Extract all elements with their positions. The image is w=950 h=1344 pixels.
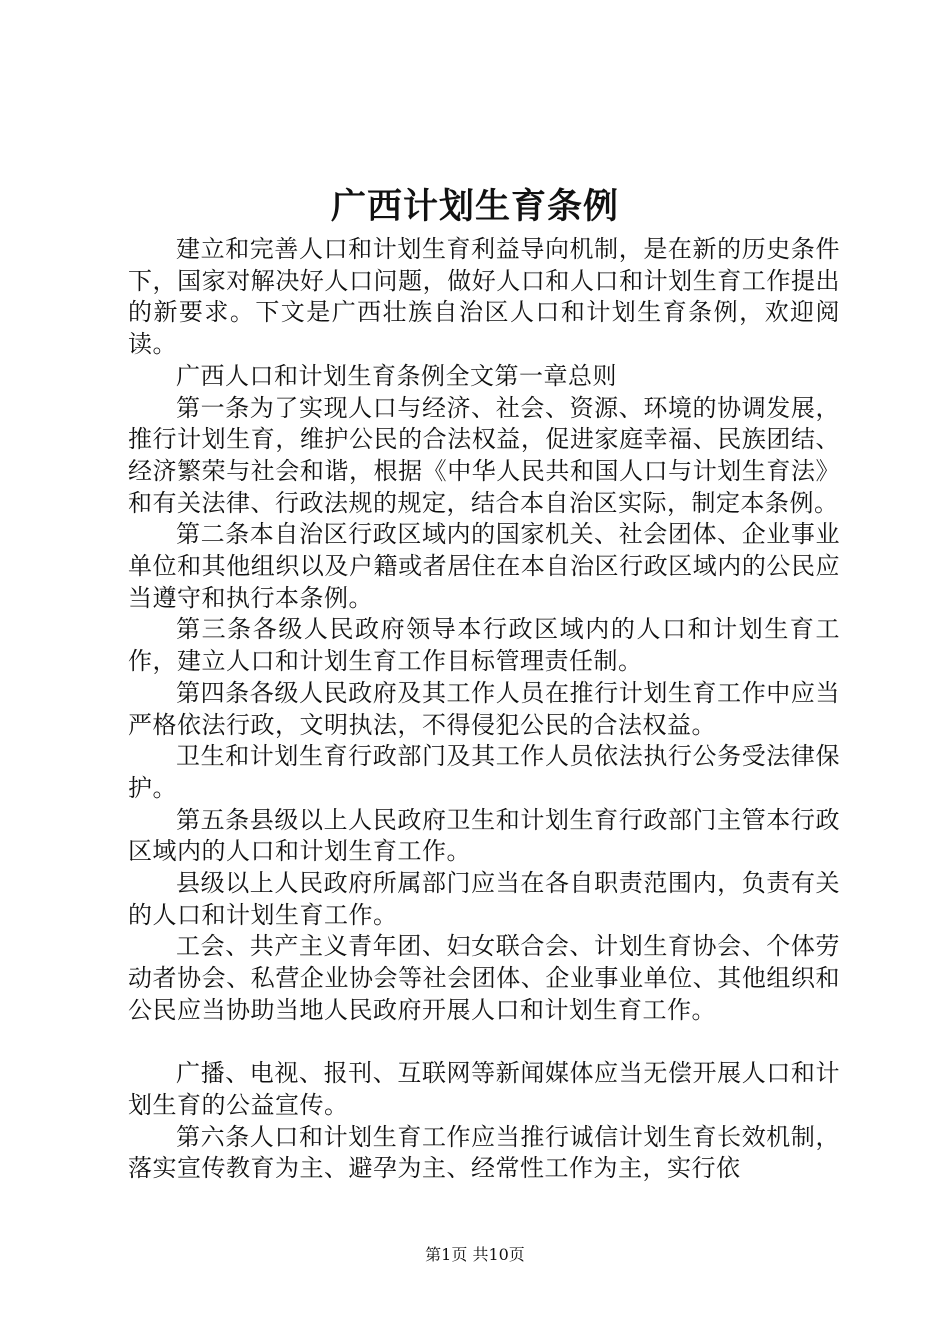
paragraph-article-5-clause-3: 工会、共产主义青年团、妇女联合会、计划生育协会、个体劳动者协会、私营企业协会等社会团体、企业事业单位、其他组织和公民应当协助当地人民政府开展人口和计划生育工作。 <box>128 932 840 1024</box>
paragraph-article-5-clause-4: 广播、电视、报刊、互联网等新闻媒体应当无偿开展人口和计划生育的公益宣传。 <box>128 1059 840 1119</box>
paragraph-article-3: 第三条各级人民政府领导本行政区域内的人口和计划生育工作，建立人口和计划生育工作目标管理责任制。 <box>128 615 840 676</box>
document-body <box>128 234 840 1185</box>
paragraph-chapter-heading: 广西人口和计划生育条例全文第一章总则 <box>176 361 617 390</box>
paragraph-article-1: 第一条为了实现人口与经济、社会、资源、环境的协调发展，推行计划生育，维护公民的合法权益，促进家庭幸福、民族团结、经济繁荣与社会和谐，根据《中华人民共和国人口与计划生育法》和有关法律、行政法规的规定，结合本自治区实际，制定本条例。 <box>128 393 840 517</box>
document-title: 广西计划生育条例 <box>330 186 619 227</box>
paragraph-article-5: 第五条县级以上人民政府卫生和计划生育行政部门主管本行政区域内的人口和计划生育工作。 <box>128 805 840 866</box>
paragraph-article-4: 第四条各级人民政府及其工作人员在推行计划生育工作中应当严格依法行政，文明执法，不得侵犯公民的合法权益。 <box>128 678 840 739</box>
paragraph-article-2: 第二条本自治区行政区域内的国家机关、社会团体、企业事业单位和其他组织以及户籍或者居住在本自治区行政区域内的公民应当遵守和执行本条例。 <box>128 520 840 612</box>
paragraph-article-5-clause-2: 县级以上人民政府所属部门应当在各自职责范围内，负责有关的人口和计划生育工作。 <box>128 869 840 929</box>
paragraph-intro: 建立和完善人口和计划生育利益导向机制，是在新的历史条件下，国家对解决好人口问题，做好人口和人口和计划生育工作提出的新要求。下文是广西壮族自治区人口和计划生育条例，欢迎阅读。 <box>128 235 840 359</box>
paragraph-article-6: 第六条人口和计划生育工作应当推行诚信计划生育长效机制，落实宣传教育为主、避孕为主、经常性工作为主，实行依 <box>128 1122 840 1183</box>
paragraph-article-4-clause: 卫生和计划生育行政部门及其工作人员依法执行公务受法律保护。 <box>128 742 840 802</box>
page-number-footer: 第1页 共10页 <box>425 1245 525 1264</box>
